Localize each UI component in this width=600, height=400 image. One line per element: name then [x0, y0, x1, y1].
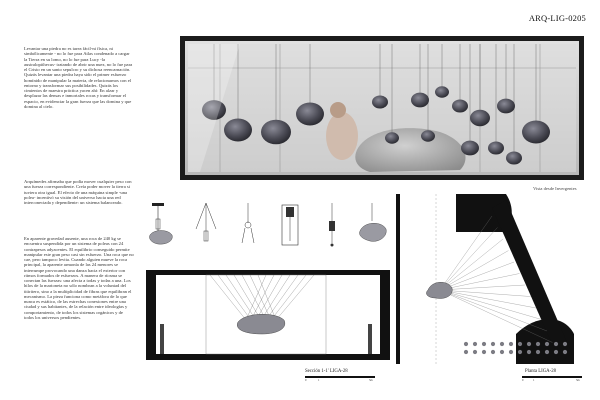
plan-scale-bar — [522, 376, 582, 382]
detail-cell-3 — [230, 201, 266, 273]
suspended-rock — [372, 95, 388, 108]
counterweight-dot — [473, 350, 477, 354]
suspended-rock — [497, 99, 515, 114]
section-string — [226, 275, 256, 320]
suspended-rock — [435, 86, 449, 97]
detail-drawing-1 — [146, 201, 182, 251]
section-string — [250, 275, 271, 320]
render-caption: Vista desde Invergentes — [533, 186, 577, 191]
counterweight-dot — [518, 342, 522, 346]
counterweight-dot — [518, 350, 522, 354]
plan-drawing — [396, 194, 586, 364]
detail-cell-4 — [272, 201, 308, 273]
installation-render — [180, 36, 584, 180]
counterweight-dot — [563, 350, 567, 354]
plan-string — [440, 290, 531, 297]
detail-drawing-2 — [188, 201, 224, 251]
section-string — [271, 275, 306, 320]
suspended-rock — [461, 141, 479, 156]
section-string — [258, 275, 276, 320]
counterweight-dot — [536, 350, 540, 354]
section-string — [218, 275, 251, 320]
counterweight-dot — [482, 350, 486, 354]
counterweight-dot — [473, 342, 477, 346]
plan-string — [440, 262, 514, 290]
counterweight-dot — [536, 342, 540, 346]
suspended-rock — [488, 141, 504, 154]
counterweight-dot — [491, 350, 495, 354]
section-string — [210, 275, 246, 320]
render-illustration — [180, 36, 584, 180]
detail-drawing-5 — [314, 201, 350, 251]
suspended-rock — [470, 110, 490, 126]
detail-cell-6 — [354, 201, 390, 273]
suspended-rock — [296, 103, 324, 126]
suspended-rock — [261, 120, 291, 145]
plan-string — [440, 290, 536, 308]
section-scale-5: 5m — [369, 378, 373, 382]
plan-title: Planta LIGA-28 — [525, 369, 557, 374]
counterweight-dot — [554, 342, 558, 346]
counterweight-dot — [500, 350, 504, 354]
detail-drawing-3 — [230, 201, 266, 251]
counterweight-dot — [464, 342, 468, 346]
plan-string — [440, 251, 509, 291]
plan-scale-5: 5m — [576, 378, 580, 382]
section-drawing — [146, 268, 390, 366]
sheet-code: ARQ-LIG-0205 — [528, 13, 586, 23]
suspended-rock — [421, 130, 435, 141]
counterweight-dot — [527, 342, 531, 346]
plan-string — [440, 239, 503, 290]
suspended-rock — [411, 93, 429, 108]
archimedes-paragraph: Arquímedes afirmaba que podía mover cualquier peso con una fuerza correspondiente. Creía poder mover la tierra si tuviera otra igual. El efecto de una máquina simple -una polea- incentivó su visión del universo hacia una red interconectada y dependiente: un sistema balanceado. — [24, 179, 132, 205]
suspended-rock — [522, 121, 550, 144]
suspended-rock — [506, 151, 522, 164]
counterweight-dot — [464, 350, 468, 354]
counterweight-dot — [500, 342, 504, 346]
detail-strip — [146, 201, 390, 273]
detail-cell-5 — [314, 201, 350, 273]
counterweight-dot — [527, 350, 531, 354]
counterweight-dot — [509, 350, 513, 354]
counterweight-dot — [554, 350, 558, 354]
detail-cell-1 — [146, 201, 182, 273]
section-string — [266, 275, 298, 320]
counterweight-dot — [563, 342, 567, 346]
plan-scale-0: 0 — [522, 378, 524, 382]
section-string — [256, 275, 282, 320]
plan-scale-1: 1 — [533, 378, 535, 382]
section-string — [246, 275, 266, 320]
plan-illustration — [396, 194, 586, 364]
description-paragraph: En aparente gravedad ausente, una roca de 240 kg se encuentra suspendida por un sistema de poleas con 24 contrapesos adyacentes. El equilibrio conseguido permite manipular este gran peso casi sin esfuerzo. Una roca que no cae, pero tampoco levita. Cuando alguien mueve la roca principal, la aparente armonía de las 24 menores se interrumpe provocando una danza hacia el exterior con ritmos formados de esfuerzos. A manera de ríosma se conectan las fuerzas: una afecta a todas y todas a una. Los hilos de la marioneta no sólo nombran a la voluntad del titiritero, sino a la multiplicidad de fibras que equilibran el mecanismo. La pieza funciona como metáfora de lo que nunca es estático, de las estrechas conexiones entre una ciudad y sus habitantes, de la relación entre ideologías y comportamiento, de todos los sistemas orgánicos y de todos los universos pendientes. — [24, 236, 134, 320]
counterweight-dot — [491, 342, 495, 346]
section-scale-bar — [305, 376, 375, 382]
section-title: Sección 1-1' LIGA-28 — [305, 369, 348, 374]
intro-paragraph: Levantar una piedra no es tarea fácil-ni física, ni simbólicamente - no lo fue para Atlas condenado a cargar la Tierra en su lomo, no lo fue para Lucy -la australopithecus- tratando de abrir una nuez, no lo fue para el Cristo en un santo sepulcro y su dichosa reencarnación. Quizás levantar una piedra haya sido el primer esfuerzo homínido de manipular la materia, de relacionarnos con el entorno y transformar sus posibilidades. Quizás los cimientos de maestra práctica yacen ahí: En alzar y desplazar las densas e inmortales rocas y transformar el espacio, en evidenciar la gran fuerza que las domina y que domina al cielo. — [24, 46, 133, 109]
section-string — [261, 275, 290, 320]
plan-string — [440, 290, 542, 320]
counterweight-dot — [545, 342, 549, 346]
plan-string — [440, 228, 498, 291]
counterweight-dot — [509, 342, 513, 346]
counterweight-dot — [482, 342, 486, 346]
section-scale-0: 0 — [305, 378, 307, 382]
section-string — [234, 275, 261, 320]
detail-drawing-4 — [272, 201, 308, 251]
section-illustration — [146, 268, 390, 366]
section-string — [276, 275, 314, 320]
suspended-rock — [452, 99, 468, 112]
section-scale-1: 1 — [318, 378, 320, 382]
detail-cell-2 — [188, 201, 224, 273]
suspended-rock — [385, 132, 399, 143]
counterweight-dot — [545, 350, 549, 354]
suspended-rock — [224, 119, 252, 142]
detail-drawing-6 — [354, 201, 390, 251]
